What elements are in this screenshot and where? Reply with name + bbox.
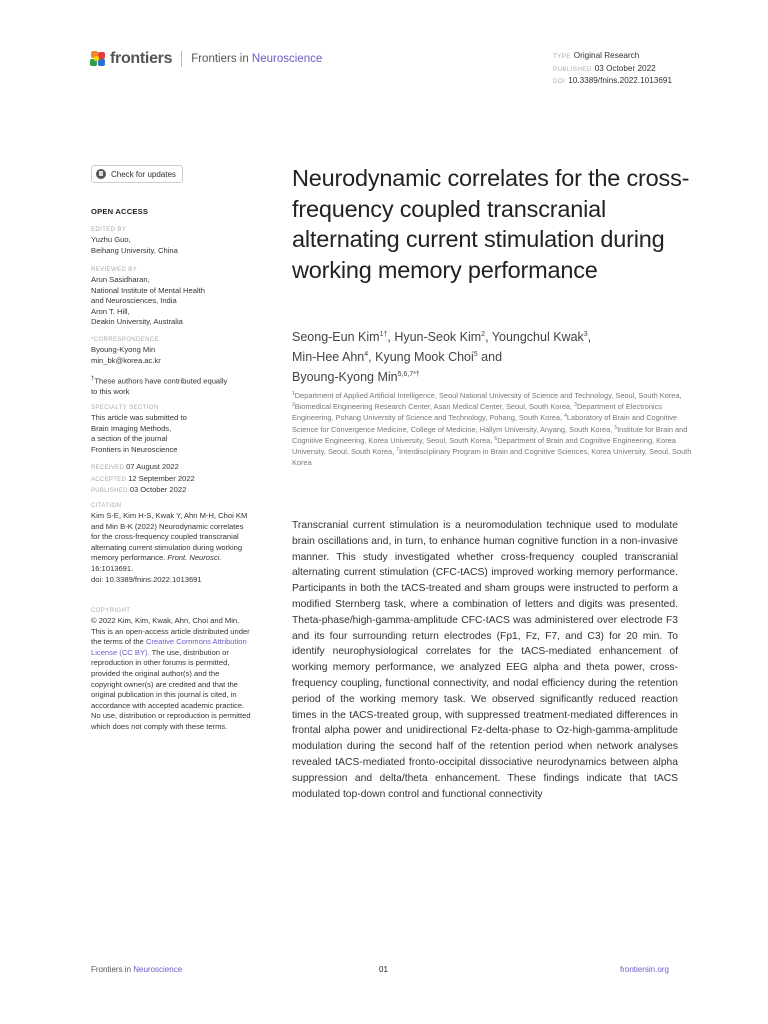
reviewer-affiliation: National Institute of Mental Health [91, 285, 205, 295]
editor-name: Yuzhu Guo, [91, 235, 131, 244]
footer-journal [91, 965, 182, 974]
author-separator: , [387, 330, 395, 344]
site-link[interactable]: frontiersin.org [620, 965, 669, 974]
author-affiliation-marker: 2 [481, 331, 486, 338]
logo-divider [181, 51, 182, 67]
citation-label: CITATION [91, 503, 122, 509]
open-access-label: OPEN ACCESS [91, 207, 149, 216]
citation-journal: Front. Neurosci. [167, 553, 222, 563]
affiliation-text: Institute for Brain and Cognitive Engineering, Korea University, Seoul, South Korea, [292, 424, 688, 445]
citation-volume: 16:1013691. [91, 563, 134, 573]
journal-prefix: Frontiers in [191, 53, 252, 65]
specialty-section [91, 404, 256, 455]
affiliation-text: Biomedical Engineering Research Center, Asan Medical Center, Seoul, South Korea, [294, 402, 575, 412]
author-name[interactable]: Youngchul Kwak [491, 330, 584, 344]
copyright-section [91, 607, 251, 733]
abstract: Transcranial current stimulation is a neuromodulation technique used to modulate brain oscillations and, in turn, to enhance human cognitive function in a non-invasive manner. This study investigated whether cross-frequency coupled transcranial alternating current stimulation (CFC-tACS) improved working memory performance. Participants in both the tACS-treated and sham groups were instructed to perform a modified Sternberg task, where a combination of letters and digits was presented. Theta-phase/high-gamma-amplitude CFC-tACS was administered over electrode F3 and its four surrounding return electrodes (Fp1, Fz, F7, and C3) for 20 min. To identify neurophysiological correlates for the tACS-mediated enhancement of working memory performance, we analyzed EEG alpha and theta power, cross-frequency coupling, functional connectivity, and nodal efficiency during the retention period of the working memory task. We observed significantly reduced reaction times in the tACS-treated group, with suppressed treatment-mediated differences in frontal alpha power and unidirectional Fz-delta-phase to Oz-high-gamma-amplitude modulation during the second half of the retention period when network analyses revealed tACS-mediated fronto-occipital dissociative neurodynamics between alpha suppression and delta/theta enhancement. These findings indicate that tACS modulated top-down control and functional connectivity [292, 520, 678, 800]
author-affiliation-marker: 5,6,7*† [397, 371, 420, 378]
specialty-label: SPECIALTY SECTION [91, 405, 159, 411]
edited-by-section [91, 226, 256, 256]
affiliation-number: 2 [292, 402, 295, 409]
published-label: PUBLISHED [91, 488, 128, 495]
reviewer-affiliation: and Neurosciences, India [91, 296, 177, 306]
brand-name: frontiers [110, 50, 173, 67]
author-name[interactable]: Kyung Mook Choi [375, 350, 474, 364]
edited-by-label: EDITED BY [91, 227, 127, 233]
author-name[interactable]: Min-Hee Ahn [292, 350, 365, 364]
affiliation-number: 5 [614, 424, 618, 431]
correspondence-label: *CORRESPONDENCE [91, 337, 160, 343]
reviewer-affiliation: Deakin University, Australia [91, 317, 183, 327]
specialty-line: a section of the journal [91, 434, 168, 444]
type-label: TYPE [553, 53, 571, 60]
published-label: PUBLISHED [553, 65, 592, 73]
author-name[interactable]: Seong-Eun Kim [292, 330, 380, 344]
editor-affiliation: Beihang University, China [91, 245, 178, 255]
citation-doi[interactable]: doi: 10.3389/fnins.2022.1013691 [91, 574, 202, 584]
specialty-line: This article was submitted to [91, 413, 187, 422]
journal-accent: Neuroscience [251, 53, 323, 65]
copyright-label: COPYRIGHT [91, 608, 131, 614]
equal-note-text: These authors have contributed equally to this work [91, 376, 228, 397]
citation-body: Kim S-E, Kim H-S, Kwak Y, Ahn M-H, Choi KM and Min B-K (2022) Neurodynamic correlates for the cross-frequency coupled transcranial alternating current stimulation during working memory performance. [91, 511, 248, 563]
author-name[interactable]: Hyun-Seok Kim [394, 330, 482, 344]
article-title: Neurodynamic correlates for the cross-frequency coupled transcranial alternating current stimulation during working memory performance [292, 165, 690, 283]
accepted-label: ACCEPTED [91, 476, 127, 483]
citation-text [91, 511, 249, 585]
footer-journal-prefix: Frontiers in [91, 965, 134, 974]
affiliation-text: Department of Electronics Engineering, Pohang University of Science and Technology, Pohang, South Korea, [292, 402, 662, 423]
dates-section [91, 462, 256, 497]
author-affiliation-marker: 1† [379, 331, 388, 338]
reviewed-by-label: REVIEWED BY [91, 267, 138, 273]
specialty-line: Brain Imaging Methods, [91, 423, 172, 433]
type-value: Original Research [573, 51, 640, 60]
citation-section [91, 502, 249, 585]
article-meta [553, 50, 672, 88]
affiliation-text: Department of Applied Artificial Intelligence, Seoul National University of Science and Technology, Seoul, South Korea, [294, 391, 682, 400]
author-separator: , [587, 330, 592, 344]
cc-by-license-link[interactable]: Creative Commons Attribution License (CC BY). [91, 637, 247, 657]
author-separator: , [368, 350, 376, 364]
affiliation-text: Department of Brain and Cognitive Engineering, Korea University, Seoul, South Korea, [292, 435, 676, 457]
correspondence-email[interactable]: min_bk@korea.ac.kr [91, 355, 161, 365]
reviewed-by-section [91, 266, 256, 328]
reviewer-name: Arun Sasidharan, [91, 275, 150, 284]
copyright-pre: © 2022 Kim, Kim, Kwak, Ahn, Choi and Min. This is an open-access article distributed under the terms of the [91, 616, 250, 647]
specialty-line: Frontiers in Neuroscience [91, 444, 178, 454]
received-date: 07 August 2022 [126, 462, 179, 471]
check-updates-label: Check for updates [111, 169, 176, 179]
affiliation-number: 3 [574, 402, 577, 409]
affiliations [292, 390, 692, 468]
affiliation-number: 6 [494, 435, 498, 442]
published-value: 03 October 2022 [594, 63, 656, 73]
check-for-updates-button[interactable] [91, 165, 183, 183]
received-label: RECEIVED [91, 465, 125, 471]
author-affiliation-marker: 4 [364, 351, 369, 358]
frontiers-logo-icon [90, 51, 106, 67]
author-separator: and [477, 350, 503, 364]
correspondence-section [91, 336, 256, 366]
affiliation-text: Laboratory of Brain and Cognitive Science for Convergence Medicine, College of Medicine, Hallym University, Anyang, South Korea, [292, 413, 678, 434]
equal-contribution-note: †These authors have contributed equally to this work [91, 376, 228, 397]
crossmark-icon [96, 169, 106, 179]
page-number: 01 [379, 965, 388, 974]
journal-name [191, 53, 322, 65]
author-list [292, 327, 692, 387]
accepted-date: 12 September 2022 [128, 473, 195, 483]
affiliation-number: 1 [292, 391, 295, 397]
affiliation-number: 7 [396, 447, 399, 454]
footer-journal-accent: Neuroscience [133, 965, 183, 974]
doi-label: DOI [553, 78, 566, 85]
affiliation-text: Interdisciplinary Program in Brain and Cognitive Sciences, Korea University, Seoul, South Korea [292, 447, 692, 468]
doi-link[interactable]: 10.3389/fnins.2022.1013691 [568, 76, 673, 85]
author-affiliation-marker: 3 [583, 331, 588, 338]
copyright-post: The use, distribution or reproduction in other forums is permitted, provided the original author(s) and the copyright owner(s) are credited and that the original publication in this journal is cited, in accordance with accepted academic practice. No use, distribution or reproduction is permitted which does not comply with these terms. [91, 647, 251, 731]
published-date: 03 October 2022 [129, 485, 187, 495]
author-affiliation-marker: 5 [473, 351, 478, 358]
journal-logo[interactable] [90, 50, 322, 68]
copyright-text [91, 616, 251, 733]
affiliation-number: 4 [564, 413, 567, 420]
author-separator: , [485, 330, 492, 344]
author-name[interactable]: Byoung-Kyong Min [292, 370, 398, 384]
correspondence-name: Byoung-Kyong Min [91, 345, 156, 354]
reviewer-name: Aron T. Hill, [91, 306, 130, 316]
